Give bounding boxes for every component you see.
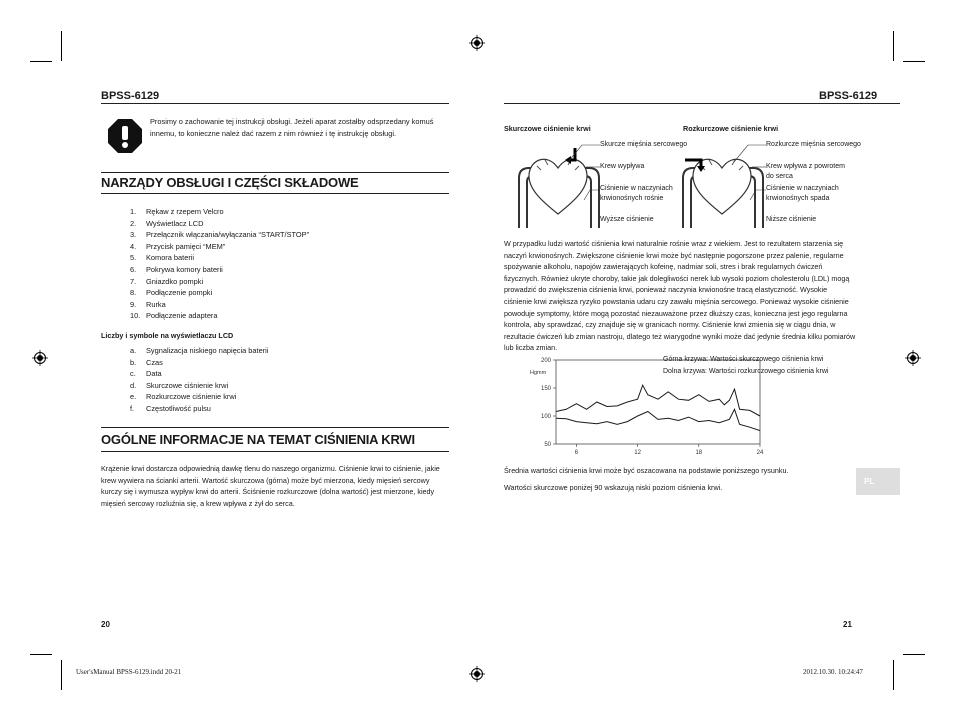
diastolic-label-2b: do serca — [766, 173, 793, 180]
page-number-right: 21 — [843, 620, 852, 629]
list-item: a. Sygnalizacja niskiego napięcia baterii — [130, 346, 269, 355]
note-average: Średnia wartości ciśnienia krwi może być oszacowana na podstawie poniższego rysunku. — [504, 466, 789, 475]
list-item: e. Rozkurczowe ciśnienie krwi — [130, 392, 237, 402]
y-tick-label: 150 — [540, 386, 551, 393]
lcd-list — [130, 345, 268, 415]
list-item: c. Data — [130, 369, 162, 379]
diastolic-label-2a: Krew wpływa z powrotem — [766, 163, 845, 170]
parts-list — [130, 206, 309, 322]
header-rule — [101, 103, 449, 104]
x-tick-label: 12 — [634, 450, 641, 456]
registration-mark-icon — [469, 35, 485, 51]
crop-mark — [893, 660, 894, 690]
crop-mark — [30, 61, 52, 62]
section-title-parts: NARZĄDY OBSŁUGI I CZĘŚCI SKŁADOWE — [101, 175, 359, 190]
y-tick-label: 50 — [544, 442, 551, 449]
crop-mark — [903, 61, 925, 62]
list-item: 7. Gniazdko pompki — [130, 276, 204, 286]
x-tick-label: 6 — [574, 450, 579, 456]
crop-mark — [893, 31, 894, 61]
diastolic-label-3a: Ciśnienie w naczyniach — [766, 185, 839, 192]
list-item: 4. Przycisk pamięci “MEM” — [130, 241, 226, 251]
systolic-series-line — [556, 385, 760, 416]
list-item: 8. Podłączenie pompki — [130, 288, 213, 298]
list-item: 5. Komora baterii — [130, 253, 195, 263]
y-tick-label: 100 — [540, 414, 551, 421]
page-number-left: 20 — [101, 620, 110, 629]
footer-date: 2012.10.30. 10:24:47 — [803, 668, 863, 676]
systolic-title: Skurczowe ciśnienie krwi — [504, 124, 591, 133]
list-item: f. Częstotliwość pulsu — [130, 403, 211, 413]
systolic-label-2: Krew wypływa — [600, 163, 645, 170]
language-tab-label: PL — [864, 477, 875, 486]
systolic-label-4: Wyższe ciśnienie — [600, 216, 654, 223]
footer-file: User'sManual BPSS-6129.indd 20-21 — [76, 668, 182, 676]
header-rule — [504, 103, 900, 104]
list-item: 1. Rękaw z rzepem Velcro — [130, 207, 224, 216]
heading-rule — [101, 427, 449, 428]
heading-rule — [101, 193, 449, 194]
list-item: 9. Rurka — [130, 299, 166, 309]
diastolic-title: Rozkurczowe ciśnienie krwi — [683, 124, 779, 133]
list-item: b. Czas — [130, 357, 163, 367]
systolic-leader-lines — [560, 140, 602, 220]
list-item: 10. Podłączenie adaptera — [130, 311, 218, 321]
heading-rule — [101, 172, 449, 173]
diastolic-leader-lines — [724, 140, 768, 220]
info-paragraph: Krążenie krwi dostarcza odpowiednią dawkę tlenu do naszego organizmu. Ciśnienie krwi to ciśnienie, jakie krew wywiera na ścianki arterii. Wartość skurczowa (górna) może być mierzona, kiedy mięsień sercowy kurczy się i wymusza wypływ krwi do arterii. Ściśnienie rozkurczowe (dolna wartość) jest mierzone, kiedy mięsień sercowy rozluźnia się, a krew wpływa z żył do serca. — [101, 464, 440, 508]
crop-mark — [30, 654, 52, 655]
diastolic-label-4: Niższe ciśnienie — [766, 216, 817, 223]
diastolic-series-line — [556, 409, 760, 430]
list-item: 2. Wyświetlacz LCD — [130, 218, 204, 228]
section-title-info: OGÓLNE INFORMACJE NA TEMAT CIŚNIENIA KRWI — [101, 432, 415, 447]
warning-icon — [107, 118, 143, 154]
registration-mark-icon — [905, 350, 921, 366]
model-label-right: BPSS-6129 — [819, 90, 878, 102]
list-item: 6. Pokrywa komory baterii — [130, 264, 223, 274]
systolic-label-3b: krwionośnych rośnie — [600, 195, 664, 202]
legend-upper: Górna krzywa: Wartości skurczowego ciśnienia krwi — [663, 356, 824, 363]
registration-mark-icon — [469, 666, 485, 682]
y-tick-label: 200 — [540, 358, 551, 365]
legend-lower: Dolna krzywa: Wartości rozkurczowego ciśnienia krwi — [663, 368, 829, 375]
chart-lines — [556, 385, 760, 430]
diastolic-label-3b: krwionośnych spada — [766, 195, 830, 202]
registration-mark-icon — [32, 350, 48, 366]
crop-mark — [61, 31, 62, 61]
crop-mark — [61, 660, 62, 690]
language-tab — [856, 468, 900, 495]
age-paragraph: W przypadku ludzi wartość ciśnienia krwi naturalnie rośnie wraz z wiekiem. Jest to rezultatem starzenia się naczyń krwionośnych. Zwiększone ciśnienie krwi może być następnie pogorszone przez palenie, regularne spożywanie alkoholu, napojów zawierających kofeinę, nadmiar soli, stres i brak regularnych ćwiczeń fizycznych. Również ukryte choroby, takie jak dolegliwości nerek lub wysoki poziom cholesterolu (LDL) mogą prowadzić do zwiększenia ciśnienia krwi, ponieważ naczynia krwionośne tracą elastyczność. Wysokie ciśnienie krwi zwiększa ryzyko powstania udaru czy zawału mięśnia sercowego. Ponieważ wysokie ciśnienie powoduje symptomy, które mogą pozostać niezauważone przez dłuższy czas, konieczna jest jego regularna kontrola, aby sprawdzać, czy znajduje się w granicach normy. Ciśnienie krwi zmienia się w ciągu dnia, w rezultacie ćwiczeń lub zmian nastroju, dlatego też wiarygodne wyniki może dać jedynie średnia kilku pomiarów lub liczba zmian. — [504, 239, 856, 353]
model-label-left: BPSS-6129 — [101, 90, 160, 102]
systolic-label-1: Skurcze mięśnia sercowego — [600, 141, 688, 148]
note-low: Wartości skurczowe poniżej 90 wskazują niski poziom ciśnienia krwi. — [504, 483, 723, 492]
list-item: d. Skurczowe ciśnienie krwi — [130, 380, 229, 390]
systolic-label-3a: Ciśnienie w naczyniach — [600, 185, 673, 192]
diastolic-label-1: Rozkurcze mięśnia sercowego — [766, 141, 861, 148]
crop-mark — [903, 654, 925, 655]
notice-text: Prosimy o zachowanie tej instrukcji obsługi. Jeżeli aparat zostałby odsprzedany komuś innemu, to konieczne należ dać razem z nim również i tę instrukcję obsługi. — [150, 117, 434, 138]
x-tick-label: 24 — [756, 450, 764, 456]
list-item: 3. Przełącznik włączania/wyłączania “START/STOP” — [130, 230, 310, 240]
lcd-subtitle: Liczby i symbole na wyświetlaczu LCD — [101, 331, 234, 340]
heading-rule — [101, 451, 449, 452]
y-axis-label: Hgmm — [530, 370, 547, 376]
x-tick-label: 18 — [695, 450, 703, 456]
